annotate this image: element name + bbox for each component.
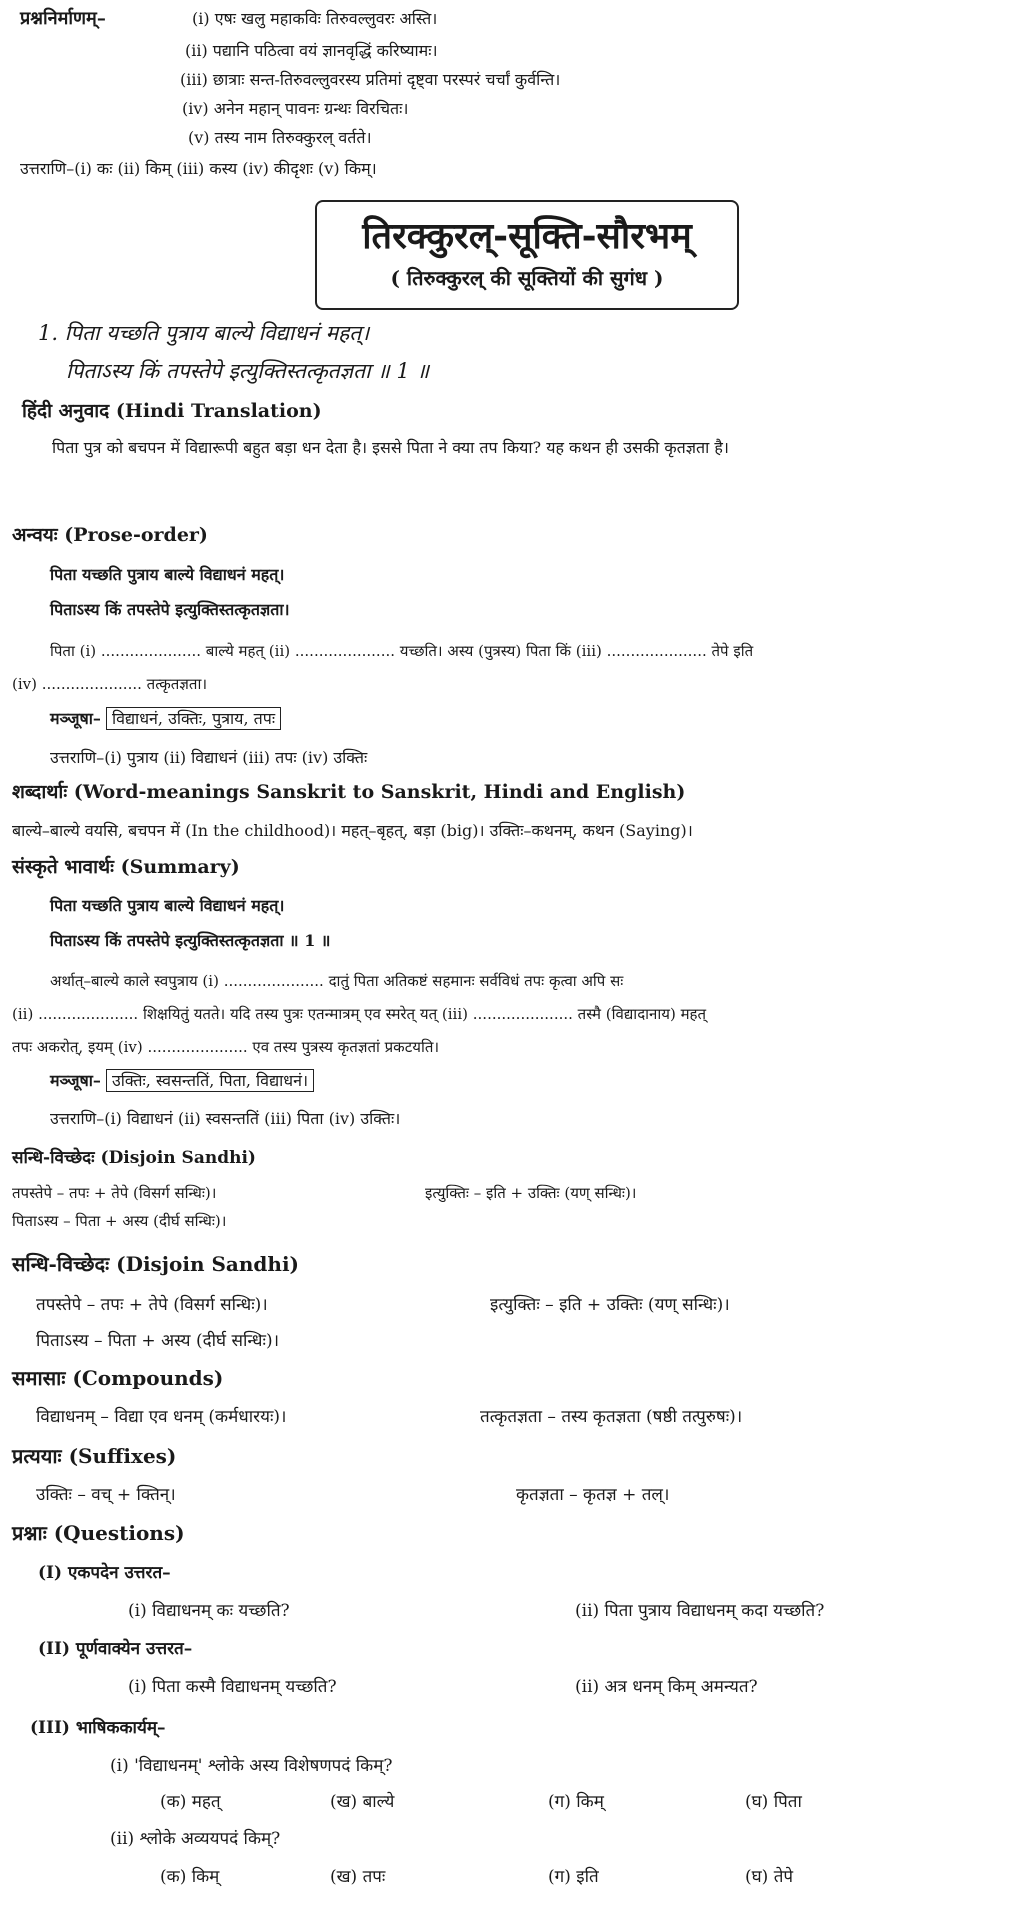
qf-item-3: (iii) छात्राः सन्त-तिरुवल्लुवरस्य प्रतिमां दृष्ट्वा परस्परं चर्चां कुर्वन्ति। [180, 70, 561, 89]
qf-answers: उत्तराणि–(i) कः (ii) किम् (iii) कस्य (iv) कीदृशः (v) किम्। [20, 159, 377, 178]
questions-section-1: (I) एकपदेन उत्तरत– [38, 1563, 171, 1583]
qf-item-2: (ii) पद्यानि पठित्वा वयं ज्ञानवृद्धिं करिष्यामः। [185, 41, 438, 60]
option-2b: (ख) तपः [330, 1867, 386, 1887]
option-1c: (ग) किम् [548, 1792, 604, 1812]
compounds-heading: समासाः (Compounds) [12, 1366, 224, 1390]
summary-fill-2: (ii) ..................... शिक्षयितुं यतते। यदि तस्य पुत्रः एतन्मात्रम् एव स्मरेत् यत् (iii) ..................... तस्मै (विद्यादानाय) महत् [12, 1005, 707, 1023]
qf-item-4: (iv) अनेन महान् पावनः ग्रन्थः विरचितः। [182, 99, 409, 118]
qf-item-5: (v) तस्य नाम तिरुक्कुरल् वर्तते। [188, 128, 372, 147]
sandhi-small-row1a: तपस्तेपे – तपः + तेपे (विसर्ग सन्धिः)। [12, 1184, 217, 1202]
hindi-translation-text: पिता पुत्र को बचपन में विद्यारूपी बहुत बड़ा धन देता है। इससे पिता ने क्या तप किया? यह कथन ही उसकी कृतज्ञता है। [52, 438, 729, 457]
questions-section-3: (III) भाषिककार्यम्– [30, 1718, 166, 1738]
manjusha-box: विद्याधनं, उक्तिः, पुत्राय, तपः [106, 707, 281, 730]
sandhi-row1b: इत्युक्तिः – इति + उक्तिः (यण् सन्धिः)। [490, 1295, 730, 1315]
prose-line-1: पिता यच्छति पुत्राय बाल्ये विद्याधनं महत्। [50, 565, 285, 584]
manjusha-label: मञ्जूषा– [50, 709, 101, 728]
summary-heading: संस्कृते भावार्थः (Summary) [12, 856, 240, 878]
sandhi-row1a: तपस्तेपे – तपः + तेपे (विसर्ग सन्धिः)। [36, 1295, 268, 1315]
manjusha-box: उक्तिः, स्वसन्ततिं, पिता, विद्याधनं। [106, 1069, 314, 1092]
question-3-2: (ii) श्लोके अव्ययपदं किम्? [110, 1829, 281, 1849]
prose-answers: उत्तराणि–(i) पुत्राय (ii) विद्याधनं (iii) तपः (iv) उक्तिः [50, 748, 368, 767]
chapter-subtitle: ( तिरुक्कुरल् की सूक्तियों की सुगंध ) [390, 266, 664, 290]
prose-manjusha [50, 708, 281, 730]
manjusha-label: मञ्जूषा– [50, 1071, 101, 1090]
summary-manjusha [50, 1070, 314, 1092]
sandhi-heading: सन्धि-विच्छेदः (Disjoin Sandhi) [12, 1252, 300, 1276]
option-1b: (ख) बाल्ये [330, 1792, 395, 1812]
question-2a: (i) पिता कस्मै विद्याधनम् यच्छति? [128, 1677, 337, 1697]
word-meanings-text: बाल्ये–बाल्ये वयसि, बचपन में (In the childhood)। महत्–बृहत्, बड़ा (big)। उक्तिः–कथनम्, कथन (Saying)। [12, 821, 693, 840]
question-2b: (ii) अत्र धनम् किम् अमन्यत? [575, 1677, 758, 1697]
compound-1: विद्याधनम् – विद्या एव धनम् (कर्मधारयः)। [36, 1407, 287, 1427]
summary-line-1: पिता यच्छति पुत्राय बाल्ये विद्याधनं महत्। [50, 896, 285, 915]
option-2d: (घ) तेपे [745, 1867, 794, 1887]
suffixes-heading: प्रत्ययाः (Suffixes) [12, 1444, 177, 1468]
summary-fill-3: तपः अकरोत्, इयम् (iv) ..................... एव तस्य पुत्रस्य कृतज्ञतां प्रकटयति। [12, 1038, 440, 1056]
questions-heading: प्रश्नाः (Questions) [12, 1521, 185, 1545]
summary-answers: उत्तराणि–(i) विद्याधनं (ii) स्वसन्ततिं (iii) पिता (iv) उक्तिः। [50, 1109, 401, 1128]
sandhi-small-heading: सन्धि-विच्छेदः (Disjoin Sandhi) [12, 1148, 256, 1168]
prose-line-2: पिताऽस्य किं तपस्तेपे इत्युक्तिस्तत्कृतज्ञता। [50, 600, 290, 619]
option-1d: (घ) पिता [745, 1792, 802, 1812]
sandhi-small-row1b: इत्युक्तिः – इति + उक्तिः (यण् सन्धिः)। [425, 1184, 637, 1202]
suffix-1: उक्तिः – वच् + क्तिन्। [36, 1485, 176, 1505]
question-3-1: (i) 'विद्याधनम्' श्लोके अस्य विशेषणपदं किम्? [110, 1756, 393, 1776]
prose-fill-2: (iv) ..................... तत्कृतज्ञता। [12, 675, 208, 693]
chapter-title: तिरक्कुरल्-सूक्ति-सौरभम् [362, 215, 692, 257]
summary-fill-1: अर्थात्–बाल्ये काले स्वपुत्राय (i) ..................... दातुं पिता अतिकष्टं सहमानः सर्वविधं तपः कृत्वा अपि सः [50, 972, 624, 990]
hindi-translation-heading: हिंदी अनुवाद (Hindi Translation) [22, 400, 322, 422]
prose-fill-1: पिता (i) ..................... बाल्ये महत् (ii) ..................... यच्छति। अस्य (पुत्रस्य) पिता किं (iii) ..................... तेपे इति [50, 642, 754, 660]
verse-line-1: 1. पिता यच्छति पुत्राय बाल्ये विद्याधनं महत्। [38, 321, 370, 345]
prose-order-heading: अन्वयः (Prose-order) [12, 524, 208, 546]
word-meanings-heading: शब्दार्थाः (Word-meanings Sanskrit to Sanskrit, Hindi and English) [12, 781, 686, 803]
compound-2: तत्कृतज्ञता – तस्य कृतज्ञता (षष्ठी तत्पुरुषः)। [480, 1407, 743, 1427]
sandhi-small-row2a: पिताऽस्य – पिता + अस्य (दीर्घ सन्धिः)। [12, 1212, 227, 1230]
option-1a: (क) महत् [160, 1792, 221, 1812]
sandhi-row2a: पिताऽस्य – पिता + अस्य (दीर्घ सन्धिः)। [36, 1331, 280, 1351]
questions-section-2: (II) पूर्णवाक्येन उत्तरत– [38, 1639, 193, 1659]
option-2c: (ग) इति [548, 1867, 599, 1887]
chapter-title-box [315, 200, 739, 310]
qf-item-1: (i) एषः खलु महाकविः तिरुवल्लुवरः अस्ति। [192, 9, 438, 28]
question-1a: (i) विद्याधनम् कः यच्छति? [128, 1601, 290, 1621]
question-1b: (ii) पिता पुत्राय विद्याधनम् कदा यच्छति? [575, 1601, 825, 1621]
suffix-2: कृतज्ञता – कृतज्ञ + तल्। [516, 1485, 670, 1505]
question-formation-label: प्रश्ननिर्माणम्– [20, 8, 106, 29]
verse-line-2: पिताऽस्य किं तपस्तेपे इत्युक्तिस्तत्कृतज्ञता ॥ 1 ॥ [66, 359, 430, 383]
summary-line-2: पिताऽस्य किं तपस्तेपे इत्युक्तिस्तत्कृतज्ञता ॥ 1 ॥ [50, 931, 331, 950]
option-2a: (क) किम् [160, 1867, 220, 1887]
